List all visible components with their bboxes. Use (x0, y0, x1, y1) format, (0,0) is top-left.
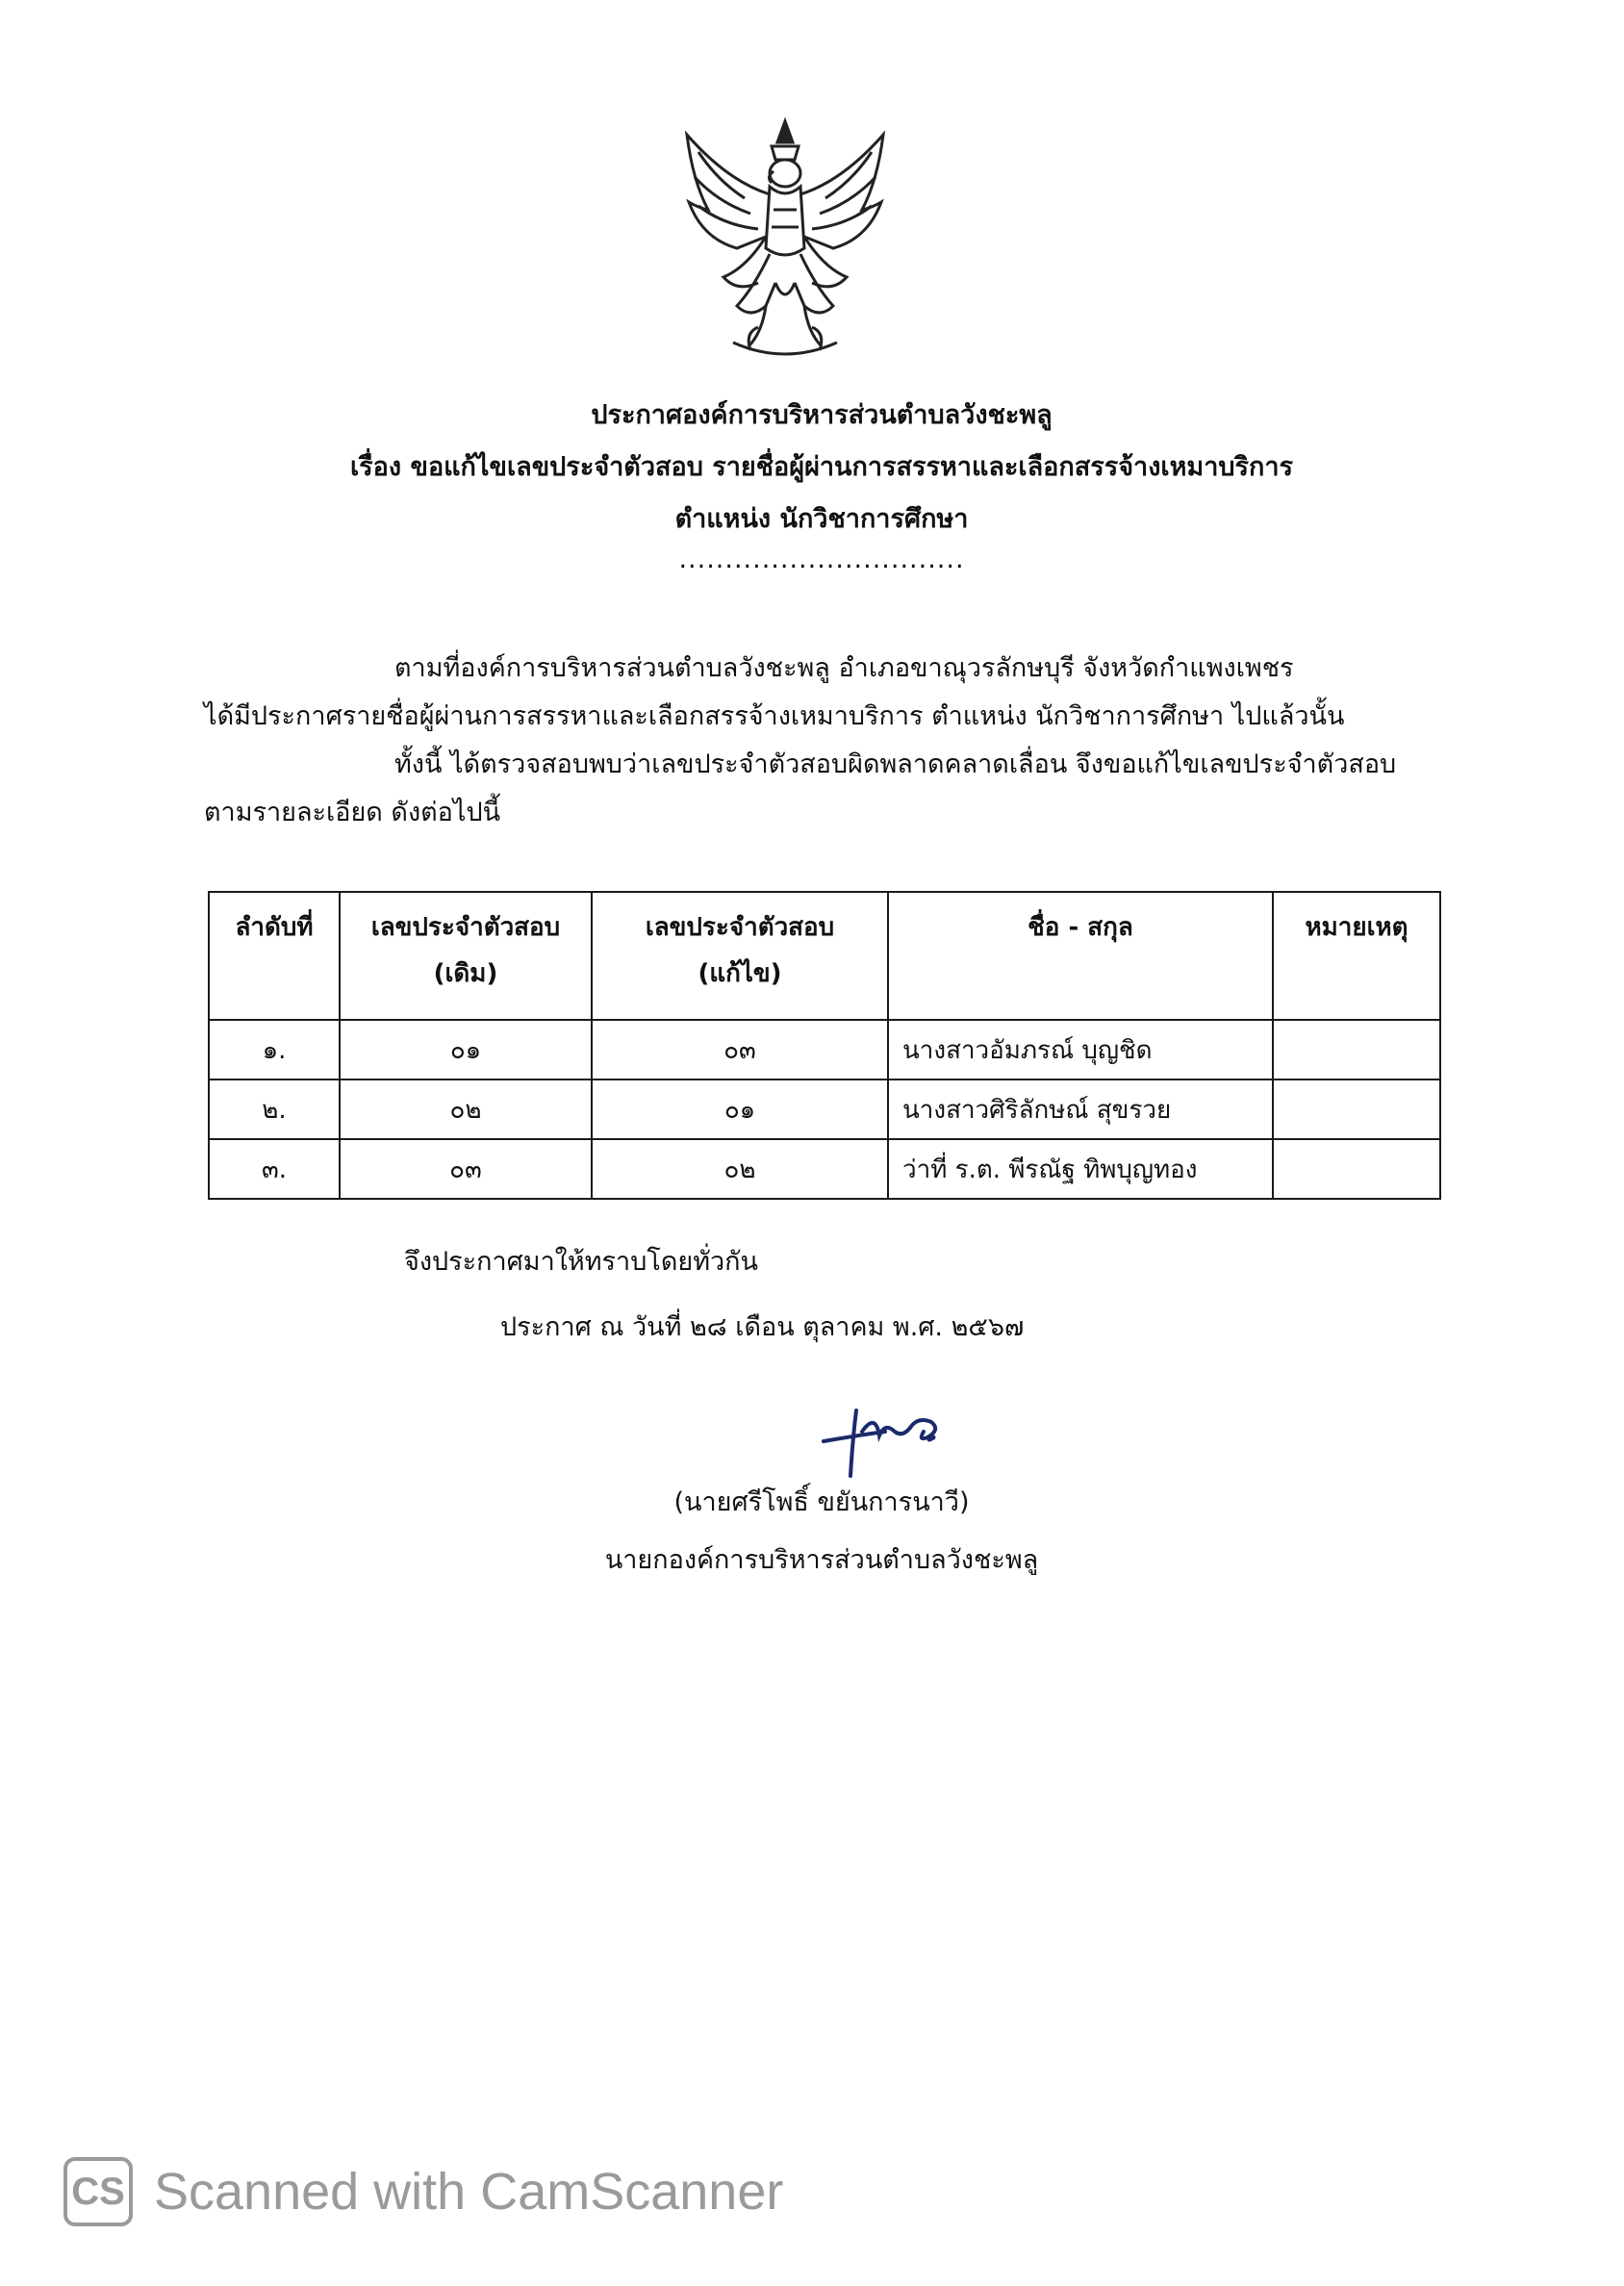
announcement-position: ตำแหน่ง นักวิชาการศึกษา (674, 504, 969, 534)
announcement-title-block (0, 390, 1624, 574)
title-divider: ............................... (678, 545, 965, 574)
paragraph-1-line-2: ได้มีประกาศรายชื่อผู้ผ่านการสรรหาและเลือกสรรจ้างเหมาบริการ ตำแหน่ง นักวิชาการศึกษา ไปแล้วนั้น (204, 701, 1345, 731)
cell-name: นางสาวอัมภรณ์ บุญชิด (888, 1020, 1273, 1080)
header-remark: หมายเหตุ (1273, 892, 1440, 1020)
cell-name: ว่าที่ ร.ต. พีรณัฐ ทิพบุญทอง (888, 1139, 1273, 1199)
cell-old-number: ๐๑ (340, 1020, 592, 1080)
cell-seq: ๒. (209, 1080, 340, 1139)
garuda-emblem-icon (670, 114, 901, 364)
header-old-number (340, 892, 592, 1020)
cell-new-number: ๐๓ (592, 1020, 888, 1080)
cell-new-number: ๐๒ (592, 1139, 888, 1199)
table-row (209, 1020, 1440, 1080)
cell-new-number: ๐๑ (592, 1080, 888, 1139)
paragraph-2-line-2: ตามรายละเอียด ดังต่อไปนี้ (204, 798, 501, 827)
paragraph-2-line-1: ทั้งนี้ ได้ตรวจสอบพบว่าเลขประจำตัวสอบผิดพลาดคลาดเลื่อน จึงขอแก้ไขเลขประจำตัวสอบ (394, 749, 1397, 779)
signature-icon (818, 1393, 962, 1480)
camscanner-text: Scanned with CamScanner (154, 2163, 784, 2221)
header-name: ชื่อ - สกุล (888, 892, 1273, 1020)
cell-old-number: ๐๒ (340, 1080, 592, 1139)
cell-seq: ๑. (209, 1020, 340, 1080)
signer-title: นายกองค์การบริหารส่วนตำบลวังชะพลู (604, 1545, 1039, 1575)
header-new-number (592, 892, 888, 1020)
header-old-line-2: (เดิม) (433, 959, 498, 988)
table-header-row (209, 892, 1440, 1020)
cell-remark (1273, 1139, 1440, 1199)
table-row (209, 1139, 1440, 1199)
cell-remark (1273, 1080, 1440, 1139)
announcement-subject: เรื่อง ขอแก้ไขเลขประจำตัวสอบ รายชื่อผู้ผ่านการสรรหาและเลือกสรรจ้างเหมาบริการ (349, 452, 1294, 482)
camscanner-watermark (63, 2153, 783, 2230)
header-new-line-2: (แก้ไข) (698, 959, 782, 988)
cell-old-number: ๐๓ (340, 1139, 592, 1199)
signer-name: (นายศรีโพธิ์ ขยันการนาวี) (673, 1487, 970, 1517)
table-row (209, 1080, 1440, 1139)
paragraph-1-line-1: ตามที่องค์การบริหารส่วนตำบลวังชะพลู อำเภอขาณุวรลักษบุรี จังหวัดกำแพงเพชร (394, 653, 1294, 683)
announcement-date: ประกาศ ณ วันที่ ๒๘ เดือน ตุลาคม พ.ศ. ๒๕๖๗ (500, 1312, 1025, 1342)
header-old-line-1: เลขประจำตัวสอบ (370, 913, 561, 942)
correction-table (208, 891, 1441, 1200)
cell-name: นางสาวศิริลักษณ์ สุขรวย (888, 1080, 1273, 1139)
header-seq: ลำดับที่ (209, 892, 340, 1020)
cell-remark (1273, 1020, 1440, 1080)
closing-statement: จึงประกาศมาให้ทราบโดยทั่วกัน (404, 1247, 758, 1277)
announcement-title: ประกาศองค์การบริหารส่วนตำบลวังชะพลู (591, 400, 1053, 430)
header-new-line-1: เลขประจำตัวสอบ (645, 913, 835, 942)
cell-seq: ๓. (209, 1139, 340, 1199)
camscanner-logo-icon: CS (63, 2157, 133, 2226)
